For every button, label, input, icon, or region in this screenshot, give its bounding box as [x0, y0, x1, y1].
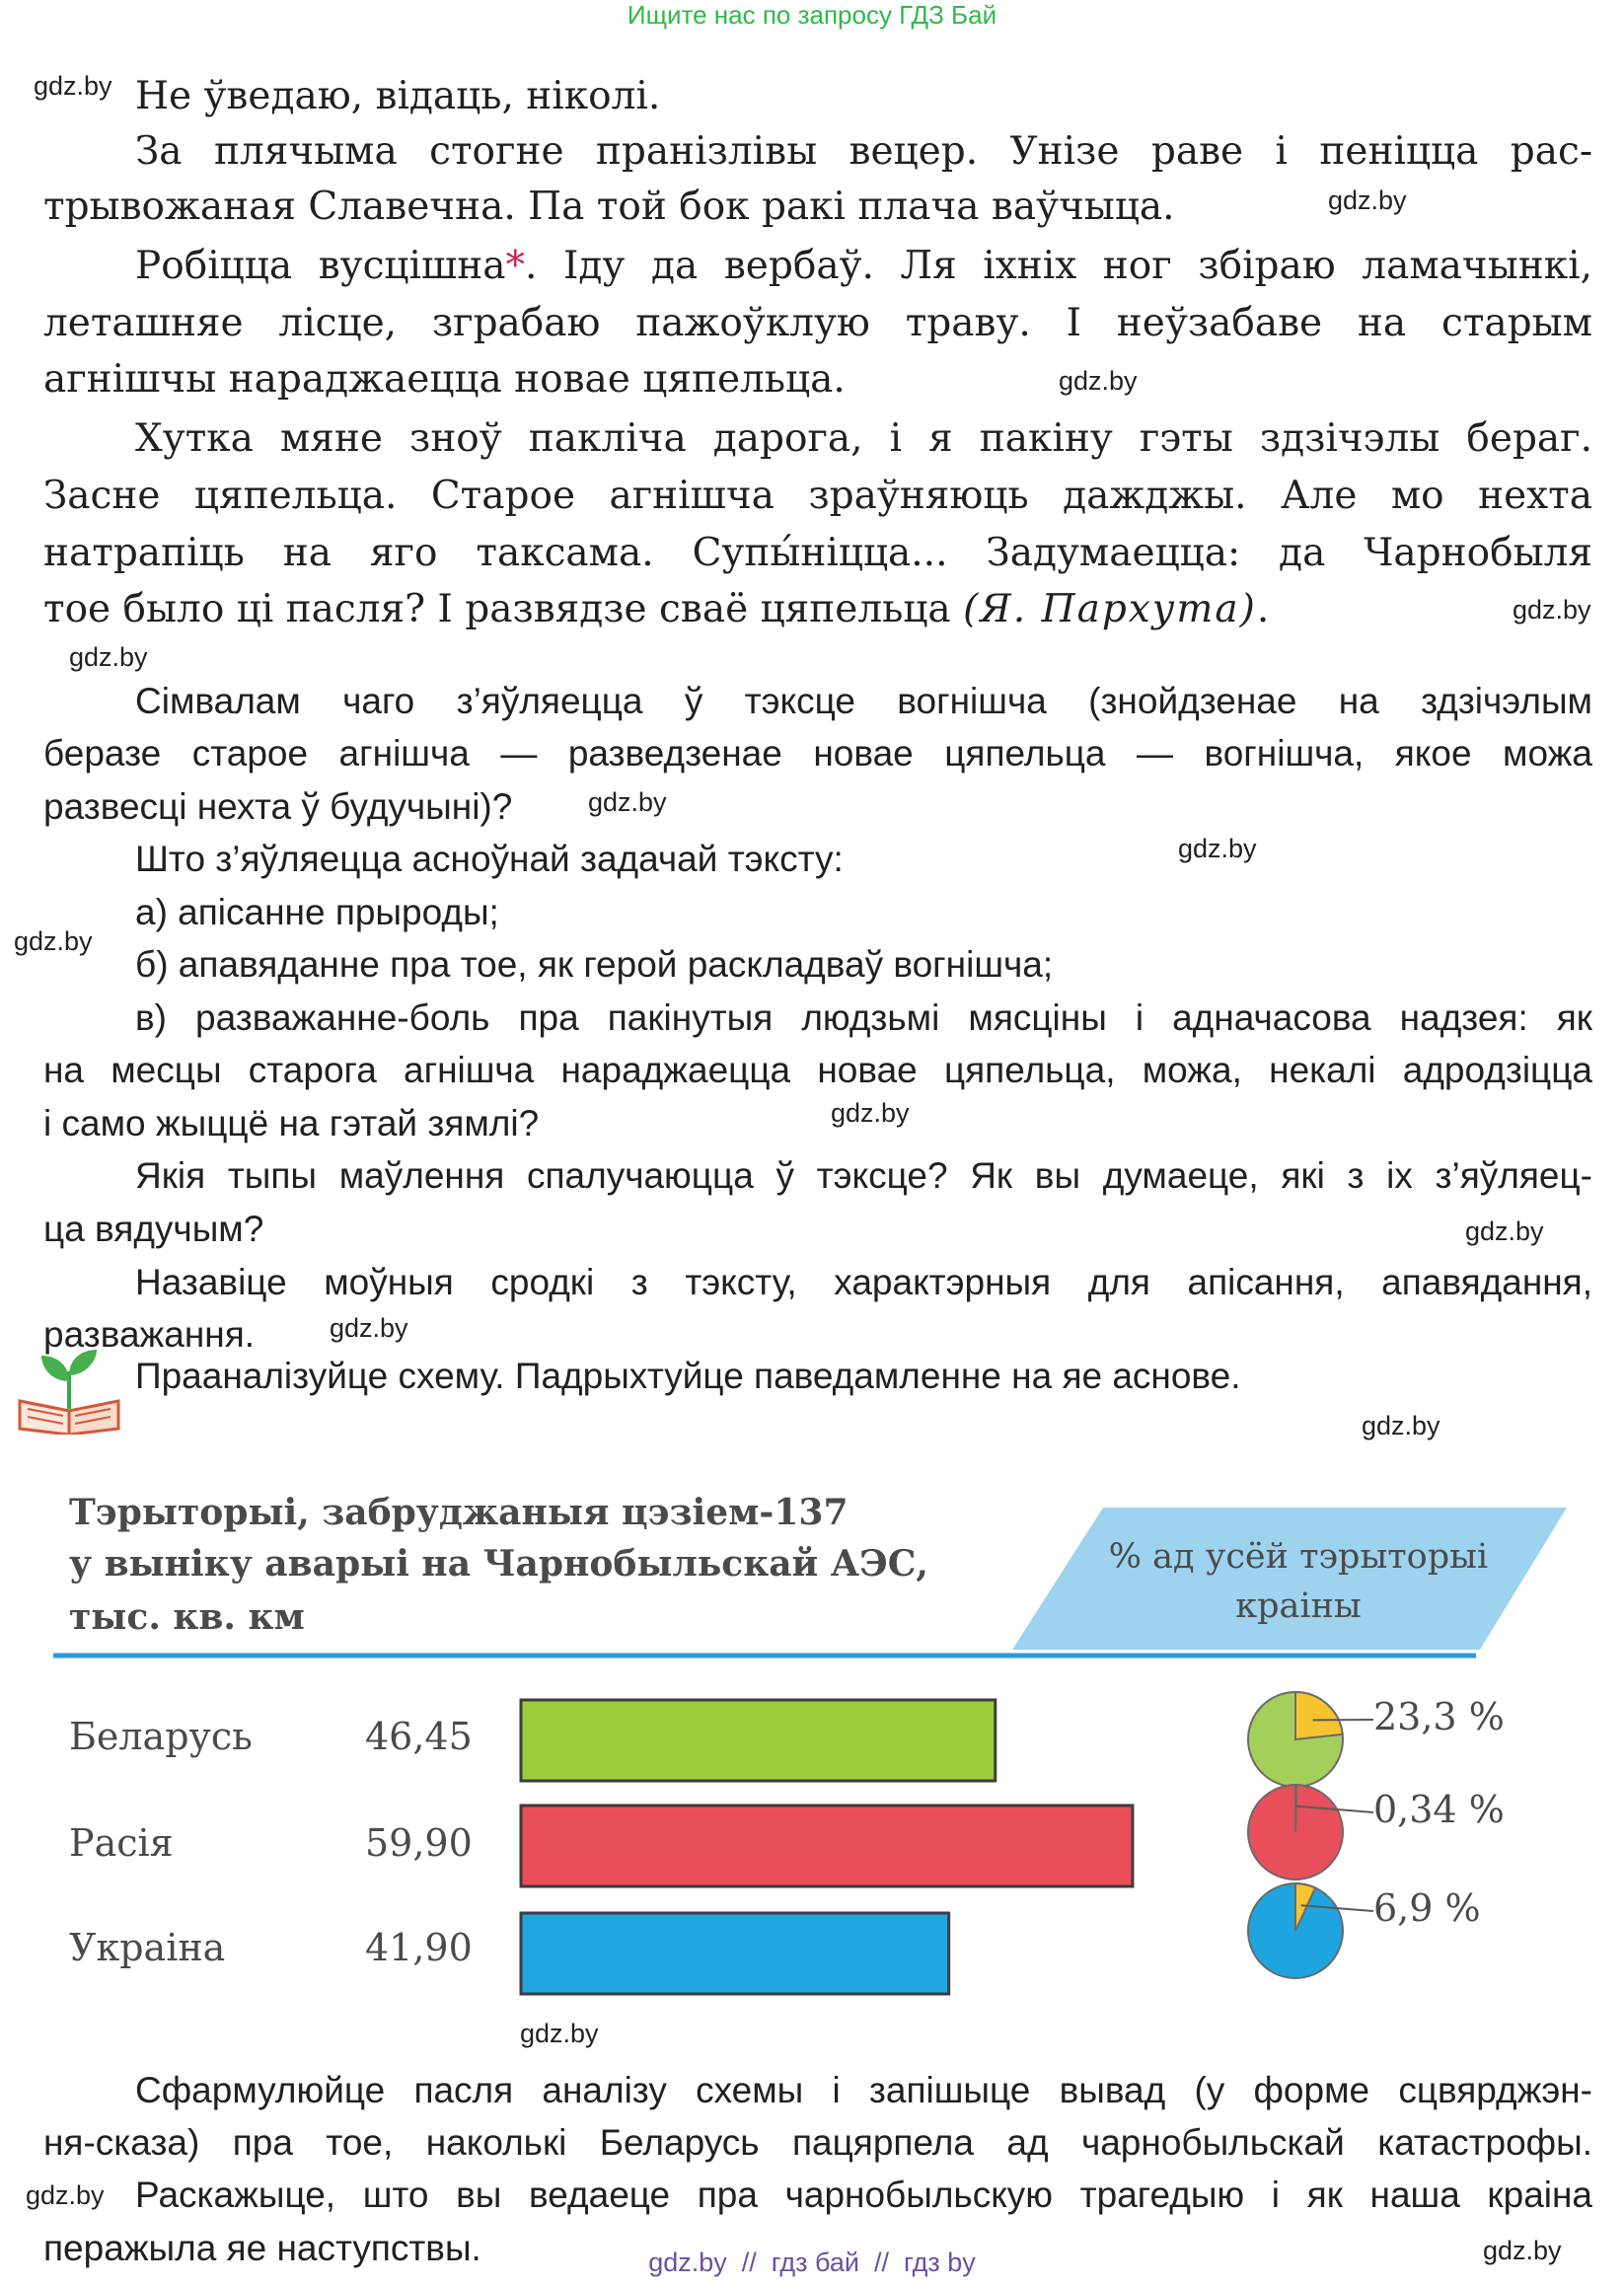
- text-line: трывожаная Славечна. Па той бок ракі плача ваўчыца.: [43, 184, 1175, 229]
- footer-links: gdz.by // гдз бай // гдз by: [648, 2248, 976, 2277]
- task-line: на месцы старога агнішча нараджаецца новае цяпельца, можа, некалі адродзіцца: [43, 1050, 1592, 1090]
- top-banner: Ищите нас по запросу ГДЗ Бай: [627, 0, 997, 30]
- pie-slice-0: [1295, 1692, 1343, 1739]
- text-fragment: Робіцца вусцішна: [135, 244, 506, 288]
- watermark: gdz.by: [14, 926, 93, 956]
- task-line: Што з’яўляецца асноўнай задачай тэксту:: [135, 839, 844, 879]
- task-line: Назавіце моўныя сродкі з тэксту, характэрныя для апісання, апавядання,: [135, 1262, 1592, 1302]
- watermark: gdz.by: [26, 2180, 105, 2210]
- pie-slice-1: [1295, 1785, 1296, 1832]
- task-line: разважання.: [43, 1314, 256, 1355]
- task-line: перажыла яе наступствы.: [43, 2228, 481, 2268]
- task-option: б) апавяданне пра тое, як герой раскладваў вогнішча;: [135, 944, 1054, 985]
- chart-title-line: тыс. кв. км: [69, 1596, 305, 1638]
- author-name: (Я. Пархута): [963, 587, 1257, 631]
- task-line: і само жыццё на гэтай зямлі?: [43, 1103, 540, 1143]
- task-option: а) апісанне прыроды;: [135, 892, 499, 932]
- value-label: 46,45: [365, 1715, 473, 1758]
- watermark: gdz.by: [1178, 834, 1257, 863]
- percent-label: 6,9 %: [1373, 1886, 1481, 1930]
- text-fragment: тое было ці пасля? І развядзе сваё цяпельца: [43, 587, 964, 631]
- watermark: gdz.by: [1513, 595, 1591, 625]
- watermark: gdz.by: [1465, 1217, 1544, 1246]
- text-line: агнішчы нараджаецца новае цяпельца.: [43, 357, 846, 402]
- watermark: gdz.by: [588, 787, 667, 817]
- task-option: в) разважанне-боль пра пакінутыя людзьмі мясціны і адначасова надзея: як: [135, 997, 1592, 1038]
- text-line: леташняе лісце, зграбаю пажоўклую траву. І неўзабаве на старым: [43, 301, 1592, 345]
- text-line: За плячыма стогне пранізлівы вецер. Унізе раве і пеніцца рас-: [135, 129, 1592, 174]
- text-line: Не ўведаю, відаць, ніколі.: [135, 74, 661, 118]
- percent-header-line: % ад усёй тэрыторыі: [1108, 1537, 1489, 1577]
- percent-header-line: краіны: [1235, 1586, 1362, 1626]
- bar-2: [521, 1913, 949, 1994]
- text-line: Засне цяпельца. Старое агнішча зраўняюць дажджы. Але мо нехта: [43, 474, 1592, 518]
- text-line: натрапіць на яго таксама. Супы́ніцца... Задумаецца: да Чарнобыля: [43, 531, 1592, 575]
- category-label: Расія: [69, 1821, 174, 1865]
- watermark: gdz.by: [831, 1098, 910, 1128]
- task-line: Раскажыце, што вы ведаеце пра чарнобыльскую трагедыю і як наша краіна: [135, 2175, 1592, 2215]
- task-line: беразе старое агнішча — разведзенае новае цяпельца — вогнішча, якое можа: [43, 733, 1592, 774]
- watermark: gdz.by: [1059, 366, 1138, 396]
- watermark: gdz.by: [69, 642, 148, 672]
- percent-label: 0,34 %: [1373, 1788, 1505, 1831]
- task-line: Сфармулюйце пасля аналізу схемы і запішыце вывад (у форме сцвярджэн-: [135, 2070, 1592, 2110]
- category-label: Беларусь: [69, 1715, 253, 1758]
- task-line: развесці нехта ў будучыні)?: [43, 786, 513, 827]
- footnote-asterisk: *: [505, 244, 525, 288]
- text-line: Хутка мяне зноў пакліча дарога, і я пакіну гэты здзічэлы бераг.: [135, 416, 1592, 461]
- category-label: Украіна: [69, 1926, 226, 1969]
- chart-title-line: у выніку аварыі на Чарнобыльскай АЭС,: [69, 1543, 928, 1585]
- task-line: ня-сказа) пра тое, наколькі Беларусь пацярпела ад чарнобыльскай катастрофы.: [43, 2122, 1592, 2163]
- bar-0: [521, 1700, 996, 1781]
- percent-label: 23,3 %: [1373, 1695, 1505, 1738]
- watermark: gdz.by: [34, 71, 112, 101]
- watermark: gdz.by: [1362, 1411, 1440, 1440]
- task-line: Прааналізуйце схему. Падрыхтуйце паведамленне на яе аснове.: [135, 1356, 1241, 1396]
- watermark: gdz.by: [1483, 2236, 1562, 2265]
- task-line: Якія тыпы маўлення спалучаюцца ў тэксце? Як вы думаеце, які з іх з’яўляец-: [135, 1155, 1592, 1196]
- value-label: 59,90: [365, 1821, 473, 1865]
- text-fragment: . Іду да вербаў. Ля іхніх ног збіраю ламачынкі,: [525, 244, 1592, 288]
- watermark: gdz.by: [1328, 185, 1407, 215]
- watermark: gdz.by: [520, 2019, 599, 2048]
- task-line: ца вядучым?: [43, 1209, 264, 1249]
- chart-title-line: Тэрыторыі, забруджаныя цэзіем-137: [69, 1492, 849, 1533]
- bar-1: [521, 1806, 1133, 1886]
- task-line: Сімвалам чаго з’яўляецца ў тэксце вогнішча (знойдзенае на здзічэлым: [135, 681, 1592, 721]
- value-label: 41,90: [365, 1926, 473, 1969]
- text-fragment: .: [1256, 587, 1270, 631]
- watermark: gdz.by: [330, 1313, 408, 1343]
